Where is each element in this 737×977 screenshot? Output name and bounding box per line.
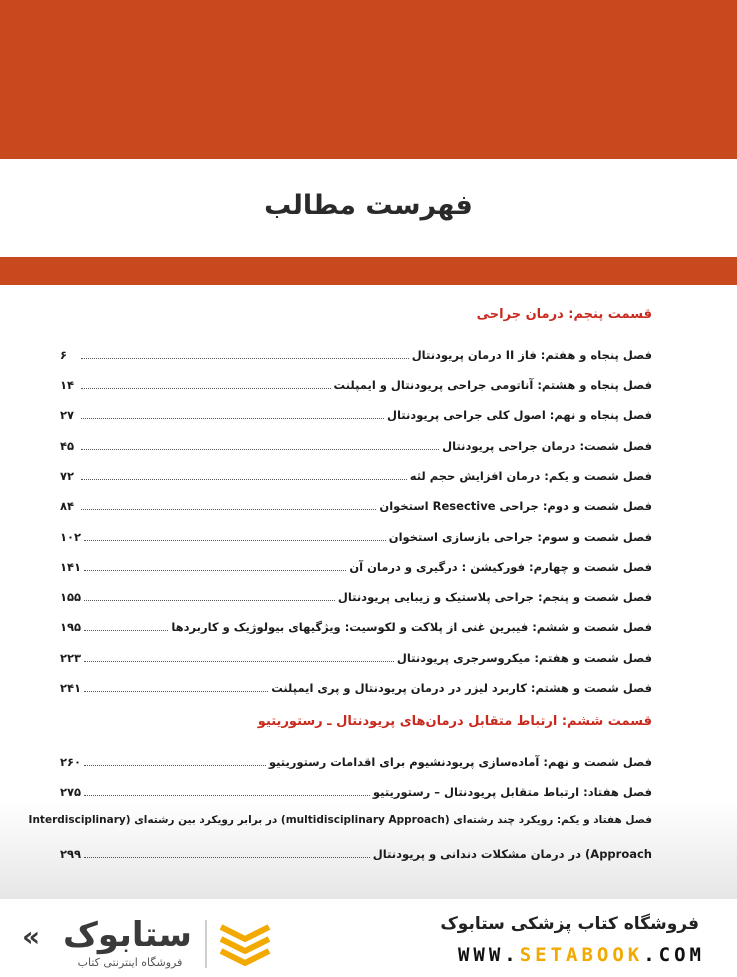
toc-dot-leader — [84, 540, 386, 541]
url-suffix: .COM — [643, 944, 705, 966]
toc-entry — [60, 406, 652, 422]
toc-entry — [60, 679, 652, 695]
toc-entry-page: ۲۲۳ — [60, 651, 82, 665]
toc-entry — [60, 649, 652, 665]
toc-dot-leader — [84, 600, 335, 601]
toc-dot-leader — [84, 691, 268, 692]
toc-entry-page: ۷۲ — [60, 469, 75, 483]
toc-entry-title: فصل هفتاد: ارتباط متقابل پریودنتال – رستوریتیو — [372, 785, 652, 799]
toc-entry — [60, 376, 652, 392]
toc-entry-page: ۲۷۵ — [60, 785, 82, 799]
toc-entry-title: فصل شصت و سوم: جراحی بازسازی استخوان — [388, 530, 652, 544]
toc-entry-page: ۱۹۵ — [60, 620, 82, 634]
toc-dot-leader — [84, 857, 370, 858]
toc-entry-page: ۲۷ — [60, 408, 75, 422]
toc-entry-title: فصل شصت و دوم: جراحی Resective استخوان — [379, 499, 652, 513]
toc-entry — [60, 753, 652, 769]
toc-entry-title: فصل شصت و هشتم: کاربرد لیزر در درمان پریودنتال و پری ایمپلنت — [271, 681, 652, 695]
footer-divider — [205, 920, 207, 968]
toc-entry-page: ۱۴۱ — [60, 560, 82, 574]
toc-entry-title: فصل شصت و چهارم: فورکیشن : درگیری و درمان آن — [349, 560, 652, 574]
toc-entry-page: ۲۶۰ — [60, 755, 82, 769]
toc-entry — [60, 783, 652, 799]
store-url[interactable] — [458, 944, 705, 966]
toc-entry-page: ۸۴ — [60, 499, 75, 513]
toc-entry-title: فصل شصت و نهم: آماده‌سازی پریودنشیوم برای اقدامات رستوریتیو — [268, 755, 652, 769]
toc-entry-title-line1: فصل هفتاد و یکم: رویکرد چند رشته‌ای (multidisciplinary Approach) در برابر رویکرد بین رشته‌ای (Interdisciplinary — [28, 814, 652, 826]
toc-dot-leader — [84, 661, 394, 662]
url-brand: SETABOOK — [519, 944, 644, 966]
section-heading-part5: قسمت پنجم: درمان جراحی — [476, 307, 652, 322]
brand-arrows-icon: « — [22, 920, 41, 953]
toc-entry-title: فصل شصت و یکم: درمان افزایش حجم لثه — [409, 469, 652, 483]
toc-entry — [60, 618, 652, 634]
top-color-band — [0, 0, 737, 159]
brand-logo: ستابوک — [63, 915, 192, 955]
toc-dot-leader — [81, 509, 376, 510]
toc-entry — [60, 845, 652, 861]
toc-entry-title-line2: Approach) در درمان مشکلات دندانی و پریودنتال — [372, 847, 652, 861]
toc-entry-title: فصل پنجاه و نهم: اصول کلی جراحی پریودنتال — [386, 408, 652, 422]
toc-entry-page: ۲۴۱ — [60, 681, 82, 695]
section-heading-part6: قسمت ششم: ارتباط متقابل درمان‌های پریودنتال ـ رستوریتیو — [257, 714, 652, 729]
toc-entry-page: ۶ — [60, 348, 68, 362]
toc-dot-leader — [81, 479, 407, 480]
toc-entry-title: فصل شصت: درمان جراحی پریودنتال — [442, 439, 652, 453]
page-title: فهرست مطالب — [264, 190, 473, 221]
toc-entry — [60, 528, 652, 544]
toc-dot-leader — [81, 449, 439, 450]
toc-entry — [60, 346, 652, 362]
toc-dot-leader — [84, 765, 266, 766]
toc-dot-leader — [81, 358, 409, 359]
toc-entry-title: فصل پنجاه و هفتم: فاز II درمان پریودنتال — [411, 348, 652, 362]
url-prefix: WWW. — [457, 944, 520, 966]
toc-entry-title: فصل شصت و پنجم: جراحی پلاستیک و زیبایی پریودنتال — [337, 590, 652, 604]
toc-dot-leader — [81, 388, 331, 389]
store-name: فروشگاه کتاب پزشکی ستابوک — [440, 914, 699, 934]
toc-entry-page: ۱۵۵ — [60, 590, 82, 604]
book-stack-logo-icon — [215, 917, 275, 969]
toc-dot-leader — [81, 418, 384, 419]
toc-entry — [60, 558, 652, 574]
brand-tagline: فروشگاه اینترنتی کتاب — [77, 956, 183, 969]
toc-entry — [60, 437, 652, 453]
toc-dot-leader — [84, 570, 346, 571]
toc-dot-leader — [84, 630, 168, 631]
toc-entry-page: ۴۵ — [60, 439, 75, 453]
toc-entry-title: فصل پنجاه و هشتم: آناتومی جراحی پریودنتال و ایمپلنت — [333, 378, 652, 392]
bottom-color-band — [0, 257, 737, 285]
toc-entry-page: ۱۰۲ — [60, 530, 82, 544]
toc-entry-title: فصل شصت و هفتم: میکروسرجری پریودنتال — [396, 651, 652, 665]
toc-entry — [60, 588, 652, 604]
toc-entry-page: ۱۴ — [60, 378, 75, 392]
toc-entry — [60, 497, 652, 513]
toc-dot-leader — [84, 795, 370, 796]
toc-entry-title: فصل شصت و ششم: فیبرین غنی از پلاکت و لکوسیت: ویژگیهای بیولوژیک و کاربردها — [171, 620, 652, 634]
toc-entry-page: ۲۹۹ — [60, 847, 82, 861]
toc-entry — [60, 467, 652, 483]
